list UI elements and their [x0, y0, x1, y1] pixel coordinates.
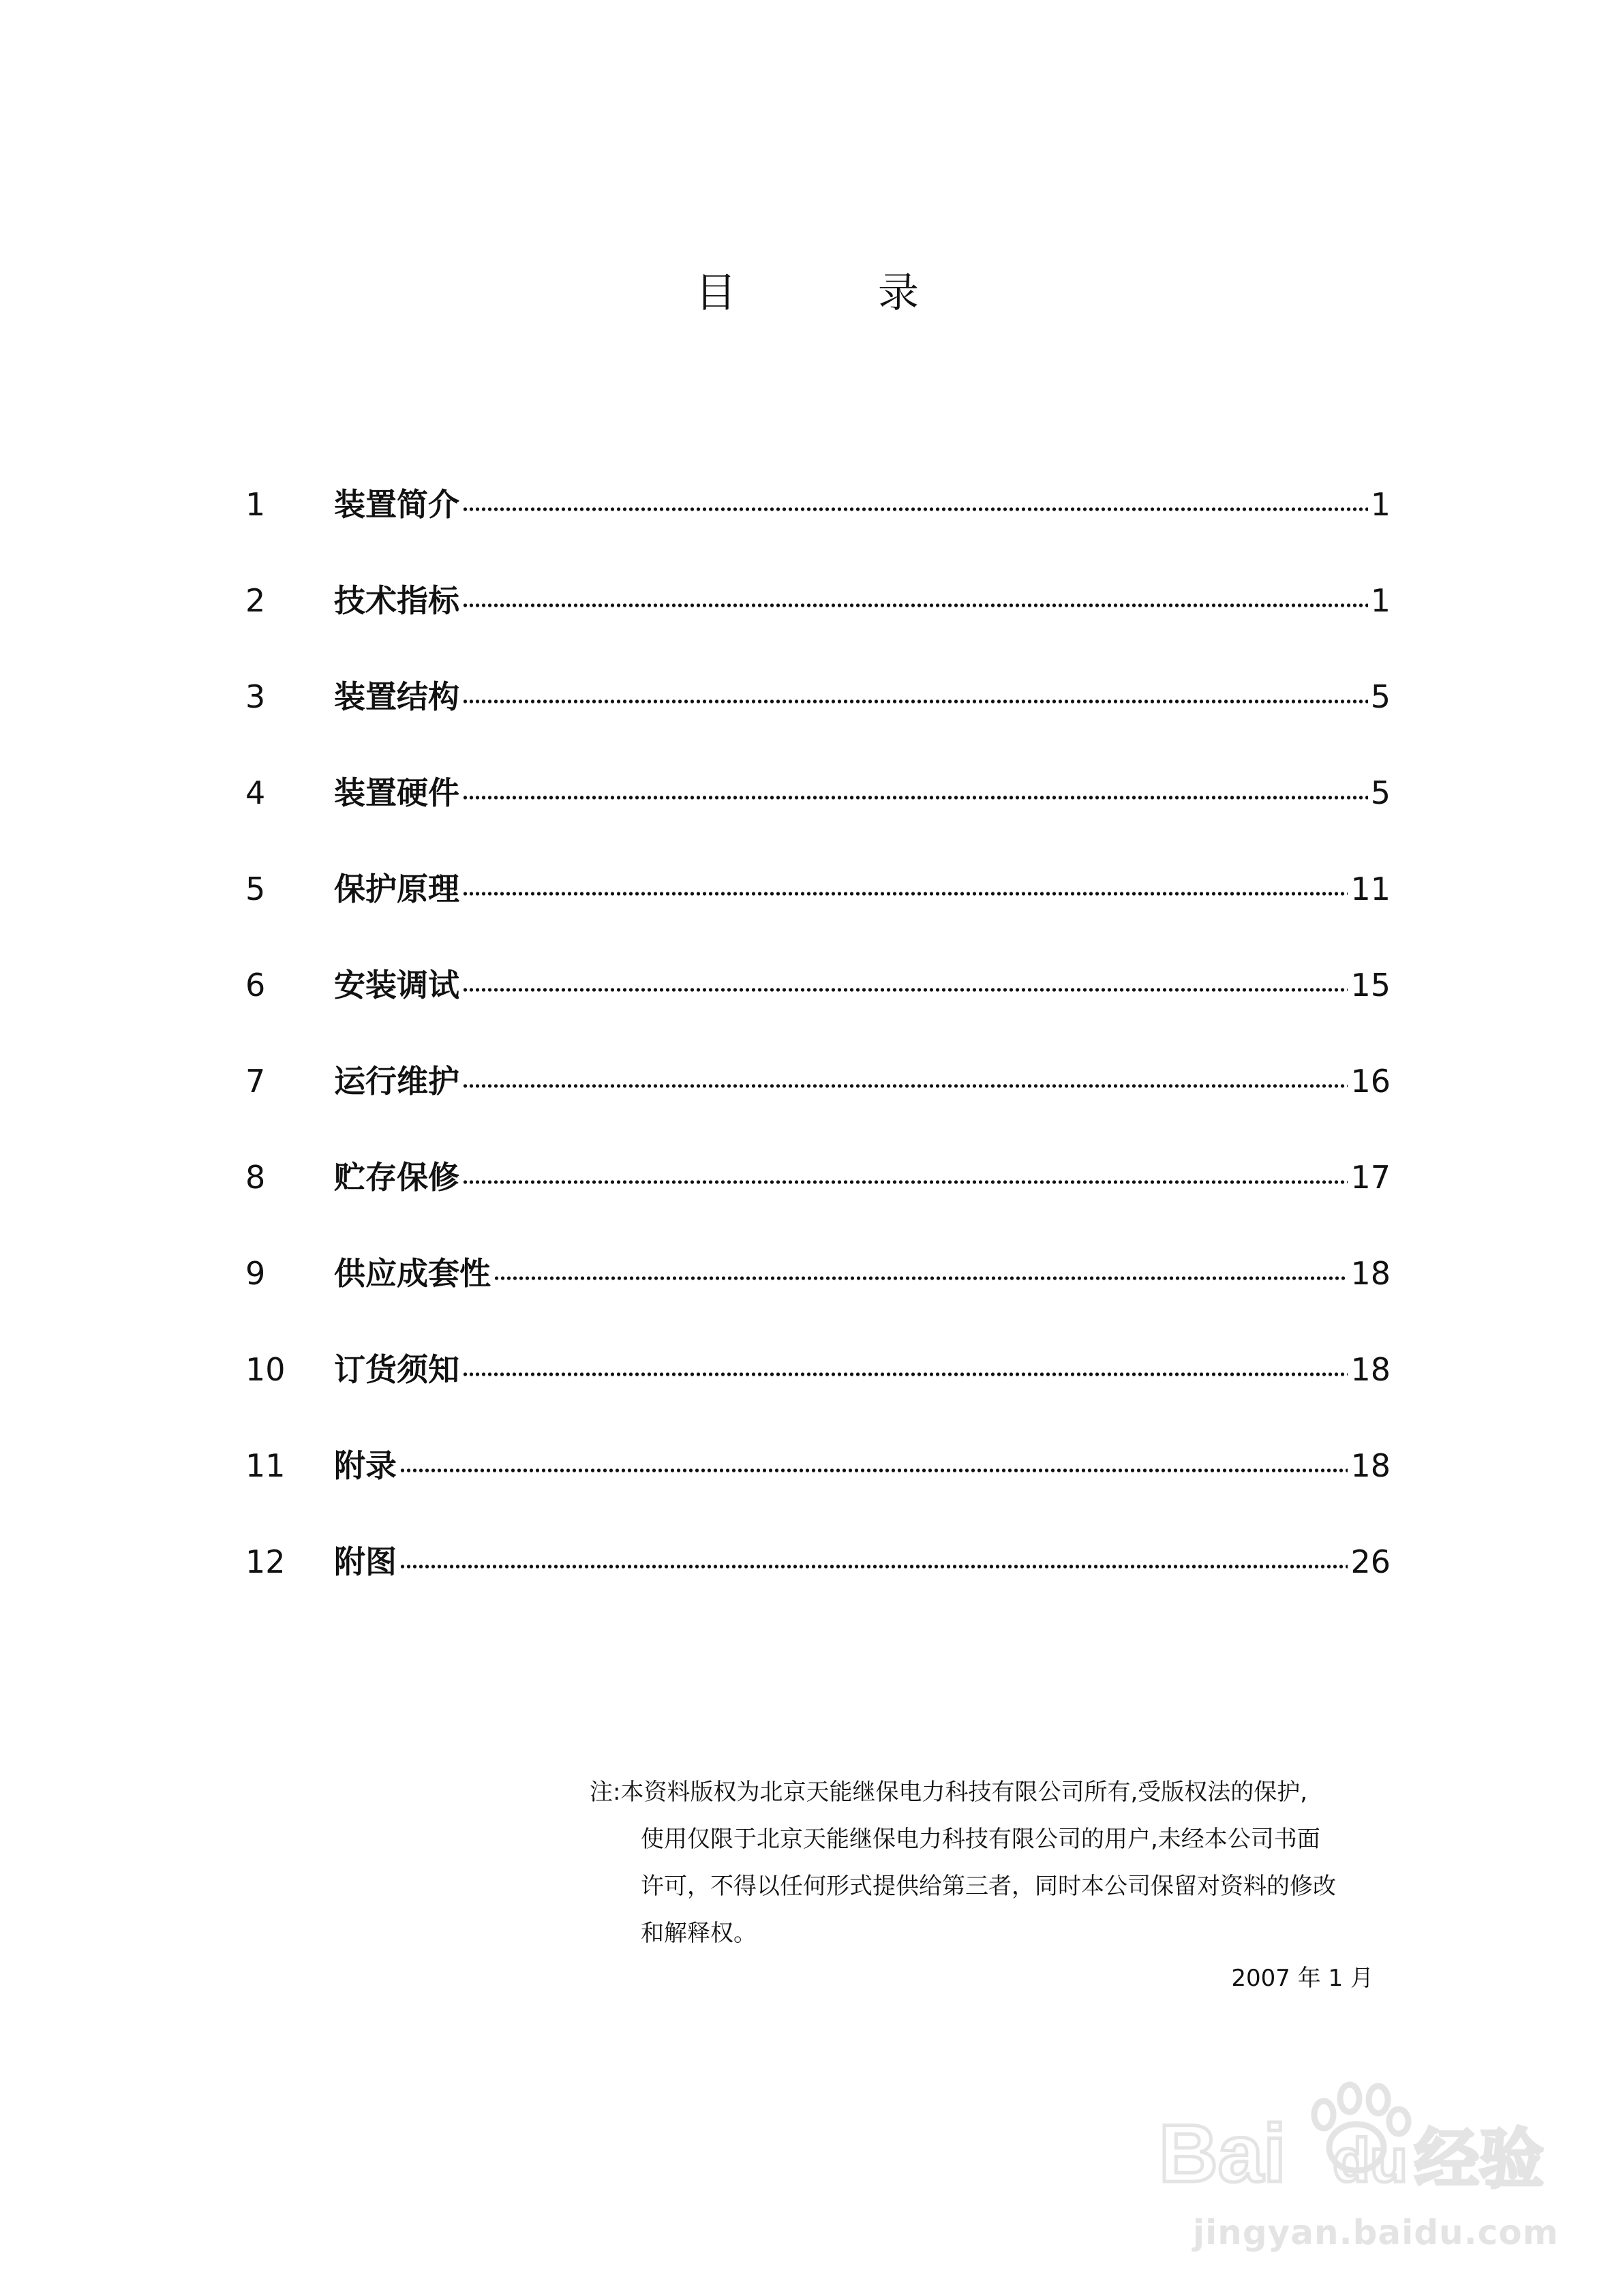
watermark-url: jingyan.baidu.com: [1193, 2213, 1559, 2252]
toc-page-number: 1: [1370, 582, 1391, 619]
toc-title: 附图: [334, 1543, 397, 1580]
toc-entry[interactable]: [245, 769, 1391, 865]
toc-title: 装置硬件: [334, 774, 459, 811]
title-char-2: 录: [878, 269, 919, 317]
note-line: 注:本资料版权为北京天能继保电力科技有限公司所有,受版权法的保护,: [590, 1779, 1308, 1806]
dot-leader: [462, 1083, 1348, 1089]
toc-title: 装置简介: [334, 486, 459, 523]
dot-leader: [462, 1372, 1348, 1377]
svg-text:du: du: [1333, 2127, 1408, 2195]
dot-leader: [462, 891, 1348, 896]
dot-leader: [462, 795, 1368, 800]
toc-page-number: 18: [1350, 1351, 1391, 1388]
table-of-contents: [245, 481, 1391, 1634]
toc-entry[interactable]: [245, 1250, 1391, 1346]
toc-entry[interactable]: [245, 1442, 1391, 1538]
toc-page-number: 5: [1370, 774, 1391, 811]
dot-leader: [399, 1564, 1348, 1569]
toc-title: 贮存保修: [334, 1159, 459, 1196]
dot-leader: [462, 507, 1368, 512]
dot-leader: [462, 699, 1368, 704]
toc-page-number: 26: [1350, 1543, 1391, 1580]
toc-number: 12: [245, 1543, 286, 1580]
toc-title: 装置结构: [334, 678, 459, 715]
title-char-1: 目: [695, 269, 736, 317]
toc-number: 5: [245, 871, 266, 907]
toc-page-number: 5: [1370, 678, 1391, 715]
toc-entry[interactable]: [245, 1538, 1391, 1634]
toc-number: 10: [245, 1351, 286, 1388]
baidu-jingyan-watermark: [1152, 2059, 1561, 2263]
toc-entry[interactable]: [245, 1057, 1391, 1153]
toc-title: 安装调试: [334, 967, 459, 1003]
toc-title: 订货须知: [334, 1351, 459, 1388]
toc-page-number: 1: [1370, 486, 1391, 523]
note-line: 和解释权。: [641, 1920, 757, 1947]
toc-page-number: 18: [1350, 1447, 1391, 1484]
toc-number: 11: [245, 1447, 286, 1484]
toc-page-number: 16: [1350, 1063, 1391, 1100]
toc-title: 技术指标: [334, 582, 459, 619]
toc-page-number: 17: [1350, 1159, 1391, 1196]
toc-number: 4: [245, 774, 266, 811]
toc-number: 3: [245, 678, 266, 715]
toc-number: 8: [245, 1159, 266, 1196]
publication-date: 2007 年 1 月: [1231, 1965, 1374, 1992]
toc-title: 运行维护: [334, 1063, 459, 1100]
toc-entry[interactable]: [245, 577, 1391, 673]
dot-leader: [462, 1179, 1348, 1185]
toc-entry[interactable]: [245, 1153, 1391, 1250]
dot-leader: [462, 987, 1348, 993]
toc-entry[interactable]: [245, 961, 1391, 1057]
note-line: 使用仅限于北京天能继保电力科技有限公司的用户,未经本公司书面: [641, 1826, 1320, 1853]
svg-text:Bai: Bai: [1159, 2108, 1286, 2199]
svg-text:经验: 经验: [1414, 2122, 1545, 2197]
toc-entry[interactable]: [245, 673, 1391, 769]
toc-number: 9: [245, 1255, 266, 1292]
toc-title: 附录: [334, 1447, 397, 1484]
toc-number: 6: [245, 967, 266, 1003]
toc-number: 2: [245, 582, 266, 619]
toc-page-number: 18: [1350, 1255, 1391, 1292]
toc-entry[interactable]: [245, 1346, 1391, 1442]
copyright-note: [590, 1769, 1380, 1957]
toc-title: 保护原理: [334, 871, 459, 907]
dot-leader: [494, 1275, 1348, 1281]
toc-page-number: 15: [1350, 967, 1391, 1003]
toc-number: 1: [245, 486, 266, 523]
page-title: [0, 262, 1623, 324]
toc-entry[interactable]: [245, 865, 1391, 961]
dot-leader: [399, 1468, 1348, 1473]
dot-leader: [462, 603, 1368, 608]
toc-entry[interactable]: [245, 481, 1391, 577]
note-line: 许可，不得以任何形式提供给第三者，同时本公司保留对资料的修改: [641, 1873, 1336, 1900]
toc-number: 7: [245, 1063, 266, 1100]
baidu-paw-logo-icon: [1152, 2072, 1561, 2202]
toc-title: 供应成套性: [334, 1255, 491, 1292]
toc-page-number: 11: [1350, 871, 1391, 907]
